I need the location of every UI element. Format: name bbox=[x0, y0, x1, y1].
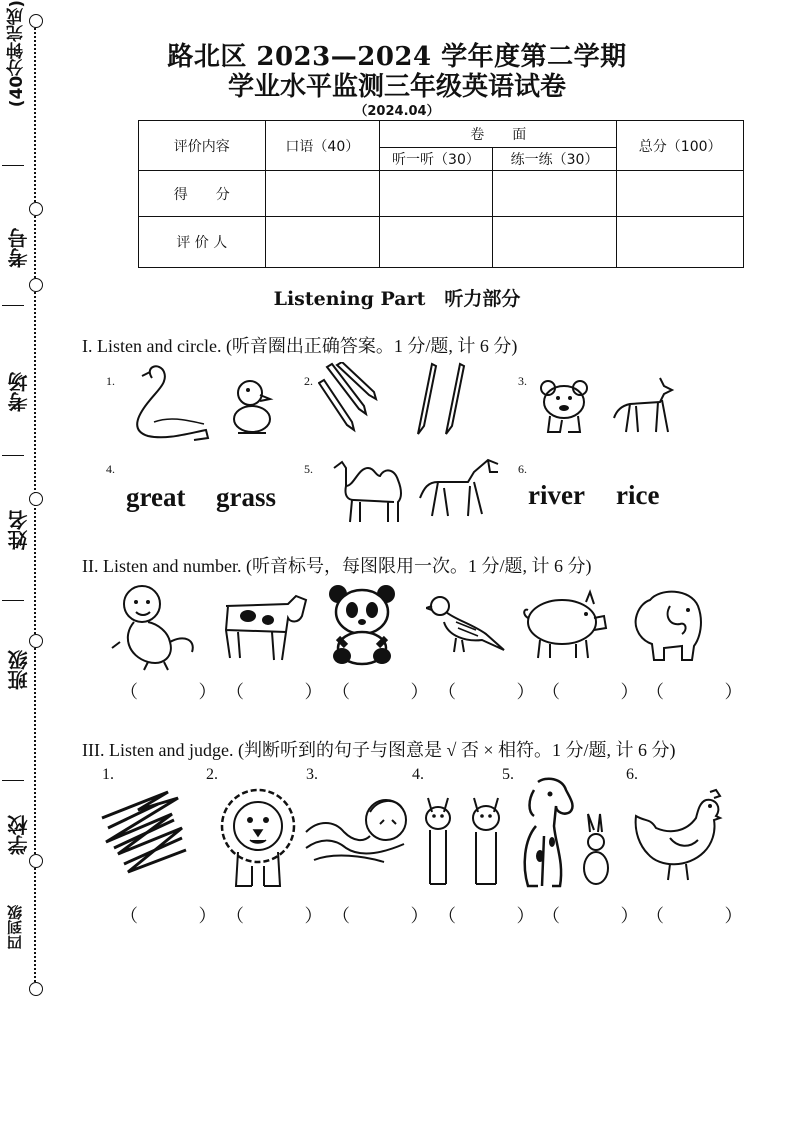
section3-heading: III. Listen and judge. (判断听到的句子与图意是 √ 否 × 相符。1 分/题, 计 6 分) bbox=[82, 740, 676, 760]
binding-hole bbox=[29, 982, 43, 996]
horse-icon[interactable] bbox=[418, 458, 504, 520]
answer-blank[interactable]: （ ） bbox=[226, 682, 351, 702]
word-option[interactable]: rice bbox=[616, 480, 660, 510]
pens-icon[interactable] bbox=[412, 362, 468, 438]
field-line bbox=[2, 600, 24, 601]
item-number: 5. bbox=[502, 766, 514, 783]
item-number: 6. bbox=[518, 462, 527, 476]
col-content: 评价内容 bbox=[139, 121, 266, 171]
bird-icon[interactable] bbox=[426, 594, 506, 658]
section2-heading: II. Listen and number. (听音标号，每图限用一次。1 分/题, 计 6 分) bbox=[82, 556, 592, 576]
score-cell[interactable] bbox=[380, 171, 493, 217]
word-option[interactable]: great bbox=[126, 482, 186, 512]
score-cell[interactable] bbox=[265, 171, 380, 217]
cats-icon[interactable] bbox=[422, 794, 504, 888]
bear-icon[interactable] bbox=[536, 378, 594, 434]
elephant-icon[interactable] bbox=[630, 586, 704, 664]
word-option[interactable]: river bbox=[528, 480, 585, 510]
binding-hole bbox=[29, 14, 43, 28]
section1-heading: I. Listen and circle. (听音圈出正确答案。1 分/题, 计 6 分) bbox=[82, 336, 518, 356]
item-number: 3. bbox=[518, 374, 527, 388]
answer-blank[interactable]: （ ） bbox=[332, 682, 457, 702]
answer-blank[interactable]: （ ） bbox=[332, 906, 457, 926]
answer-blank[interactable]: （ ） bbox=[226, 906, 351, 926]
item-number: 1. bbox=[106, 374, 115, 388]
pig-icon[interactable] bbox=[520, 588, 608, 660]
class-label: 班级 bbox=[7, 650, 31, 690]
answer-blank[interactable]: （ ） bbox=[120, 682, 245, 702]
binding-margin bbox=[0, 0, 42, 1000]
word-option[interactable]: grass bbox=[216, 482, 276, 512]
answer-blank[interactable]: （ ） bbox=[646, 682, 771, 702]
hen-icon[interactable] bbox=[630, 788, 728, 884]
grade-label: 四到级 bbox=[6, 905, 24, 950]
evaluator-cell[interactable] bbox=[492, 217, 617, 268]
score-cell[interactable] bbox=[492, 171, 617, 217]
row-score-label: 得 分 bbox=[139, 171, 266, 217]
row-evaluator-label: 评 价 人 bbox=[139, 217, 266, 268]
exam-no-label: 考号 bbox=[7, 228, 31, 268]
evaluator-cell[interactable] bbox=[265, 217, 380, 268]
swan-icon[interactable] bbox=[120, 360, 212, 442]
exam-room-label: 考场 bbox=[7, 372, 31, 412]
score-cell[interactable] bbox=[617, 171, 744, 217]
field-line bbox=[2, 780, 24, 781]
evaluator-cell[interactable] bbox=[617, 217, 744, 268]
evaluator-cell[interactable] bbox=[380, 217, 493, 268]
field-line bbox=[2, 455, 24, 456]
item-number: 2. bbox=[206, 766, 218, 783]
monkey-icon[interactable] bbox=[108, 582, 200, 674]
camel-icon[interactable] bbox=[328, 456, 408, 526]
panda-icon[interactable] bbox=[324, 582, 400, 666]
listening-heading: Listening Part 听力部分 bbox=[273, 288, 521, 310]
item-number: 1. bbox=[102, 766, 114, 783]
item-number: 5. bbox=[304, 462, 313, 476]
answer-blank[interactable]: （ ） bbox=[646, 906, 771, 926]
field-line bbox=[2, 165, 24, 166]
exam-date: （2024.04） bbox=[354, 104, 440, 119]
col-paper: 卷 面 bbox=[380, 121, 617, 148]
score-table bbox=[138, 120, 744, 268]
name-label: 姓名 bbox=[7, 510, 31, 550]
school-label: 学校 bbox=[7, 815, 31, 855]
col-listen: 听一听（30） bbox=[380, 148, 493, 171]
pencils-icon[interactable] bbox=[318, 362, 378, 434]
col-practice: 练一练（30） bbox=[492, 148, 617, 171]
col-oral: 口语（40） bbox=[265, 121, 380, 171]
item-number: 4. bbox=[106, 462, 115, 476]
exam-title-line1: 路北区 2023—2024 学年度第二学期 bbox=[167, 42, 627, 72]
item-number: 6. bbox=[626, 766, 638, 783]
col-total: 总分（100） bbox=[617, 121, 744, 171]
dog-rabbit-icon[interactable] bbox=[516, 776, 612, 892]
duck-icon[interactable] bbox=[226, 375, 278, 437]
time-note: (40分钟完成) bbox=[7, 0, 27, 108]
wolf-icon[interactable] bbox=[610, 374, 676, 436]
answer-blank[interactable]: （ ） bbox=[120, 906, 245, 926]
binding-hole bbox=[29, 202, 43, 216]
grass-icon[interactable] bbox=[98, 788, 190, 878]
binding-hole bbox=[29, 492, 43, 506]
lion-icon[interactable] bbox=[216, 786, 300, 890]
binding-hole bbox=[29, 634, 43, 648]
item-number: 3. bbox=[306, 766, 318, 783]
swimmer-icon[interactable] bbox=[304, 790, 414, 864]
item-number: 4. bbox=[412, 766, 424, 783]
cow-icon[interactable] bbox=[218, 586, 310, 664]
answer-blank[interactable]: （ ） bbox=[542, 682, 667, 702]
answer-blank[interactable]: （ ） bbox=[542, 906, 667, 926]
answer-blank[interactable]: （ ） bbox=[438, 906, 563, 926]
answer-blank[interactable]: （ ） bbox=[438, 682, 563, 702]
exam-title-line2: 学业水平监测三年级英语试卷 bbox=[227, 72, 566, 102]
item-number: 2. bbox=[304, 374, 313, 388]
binding-hole bbox=[29, 854, 43, 868]
